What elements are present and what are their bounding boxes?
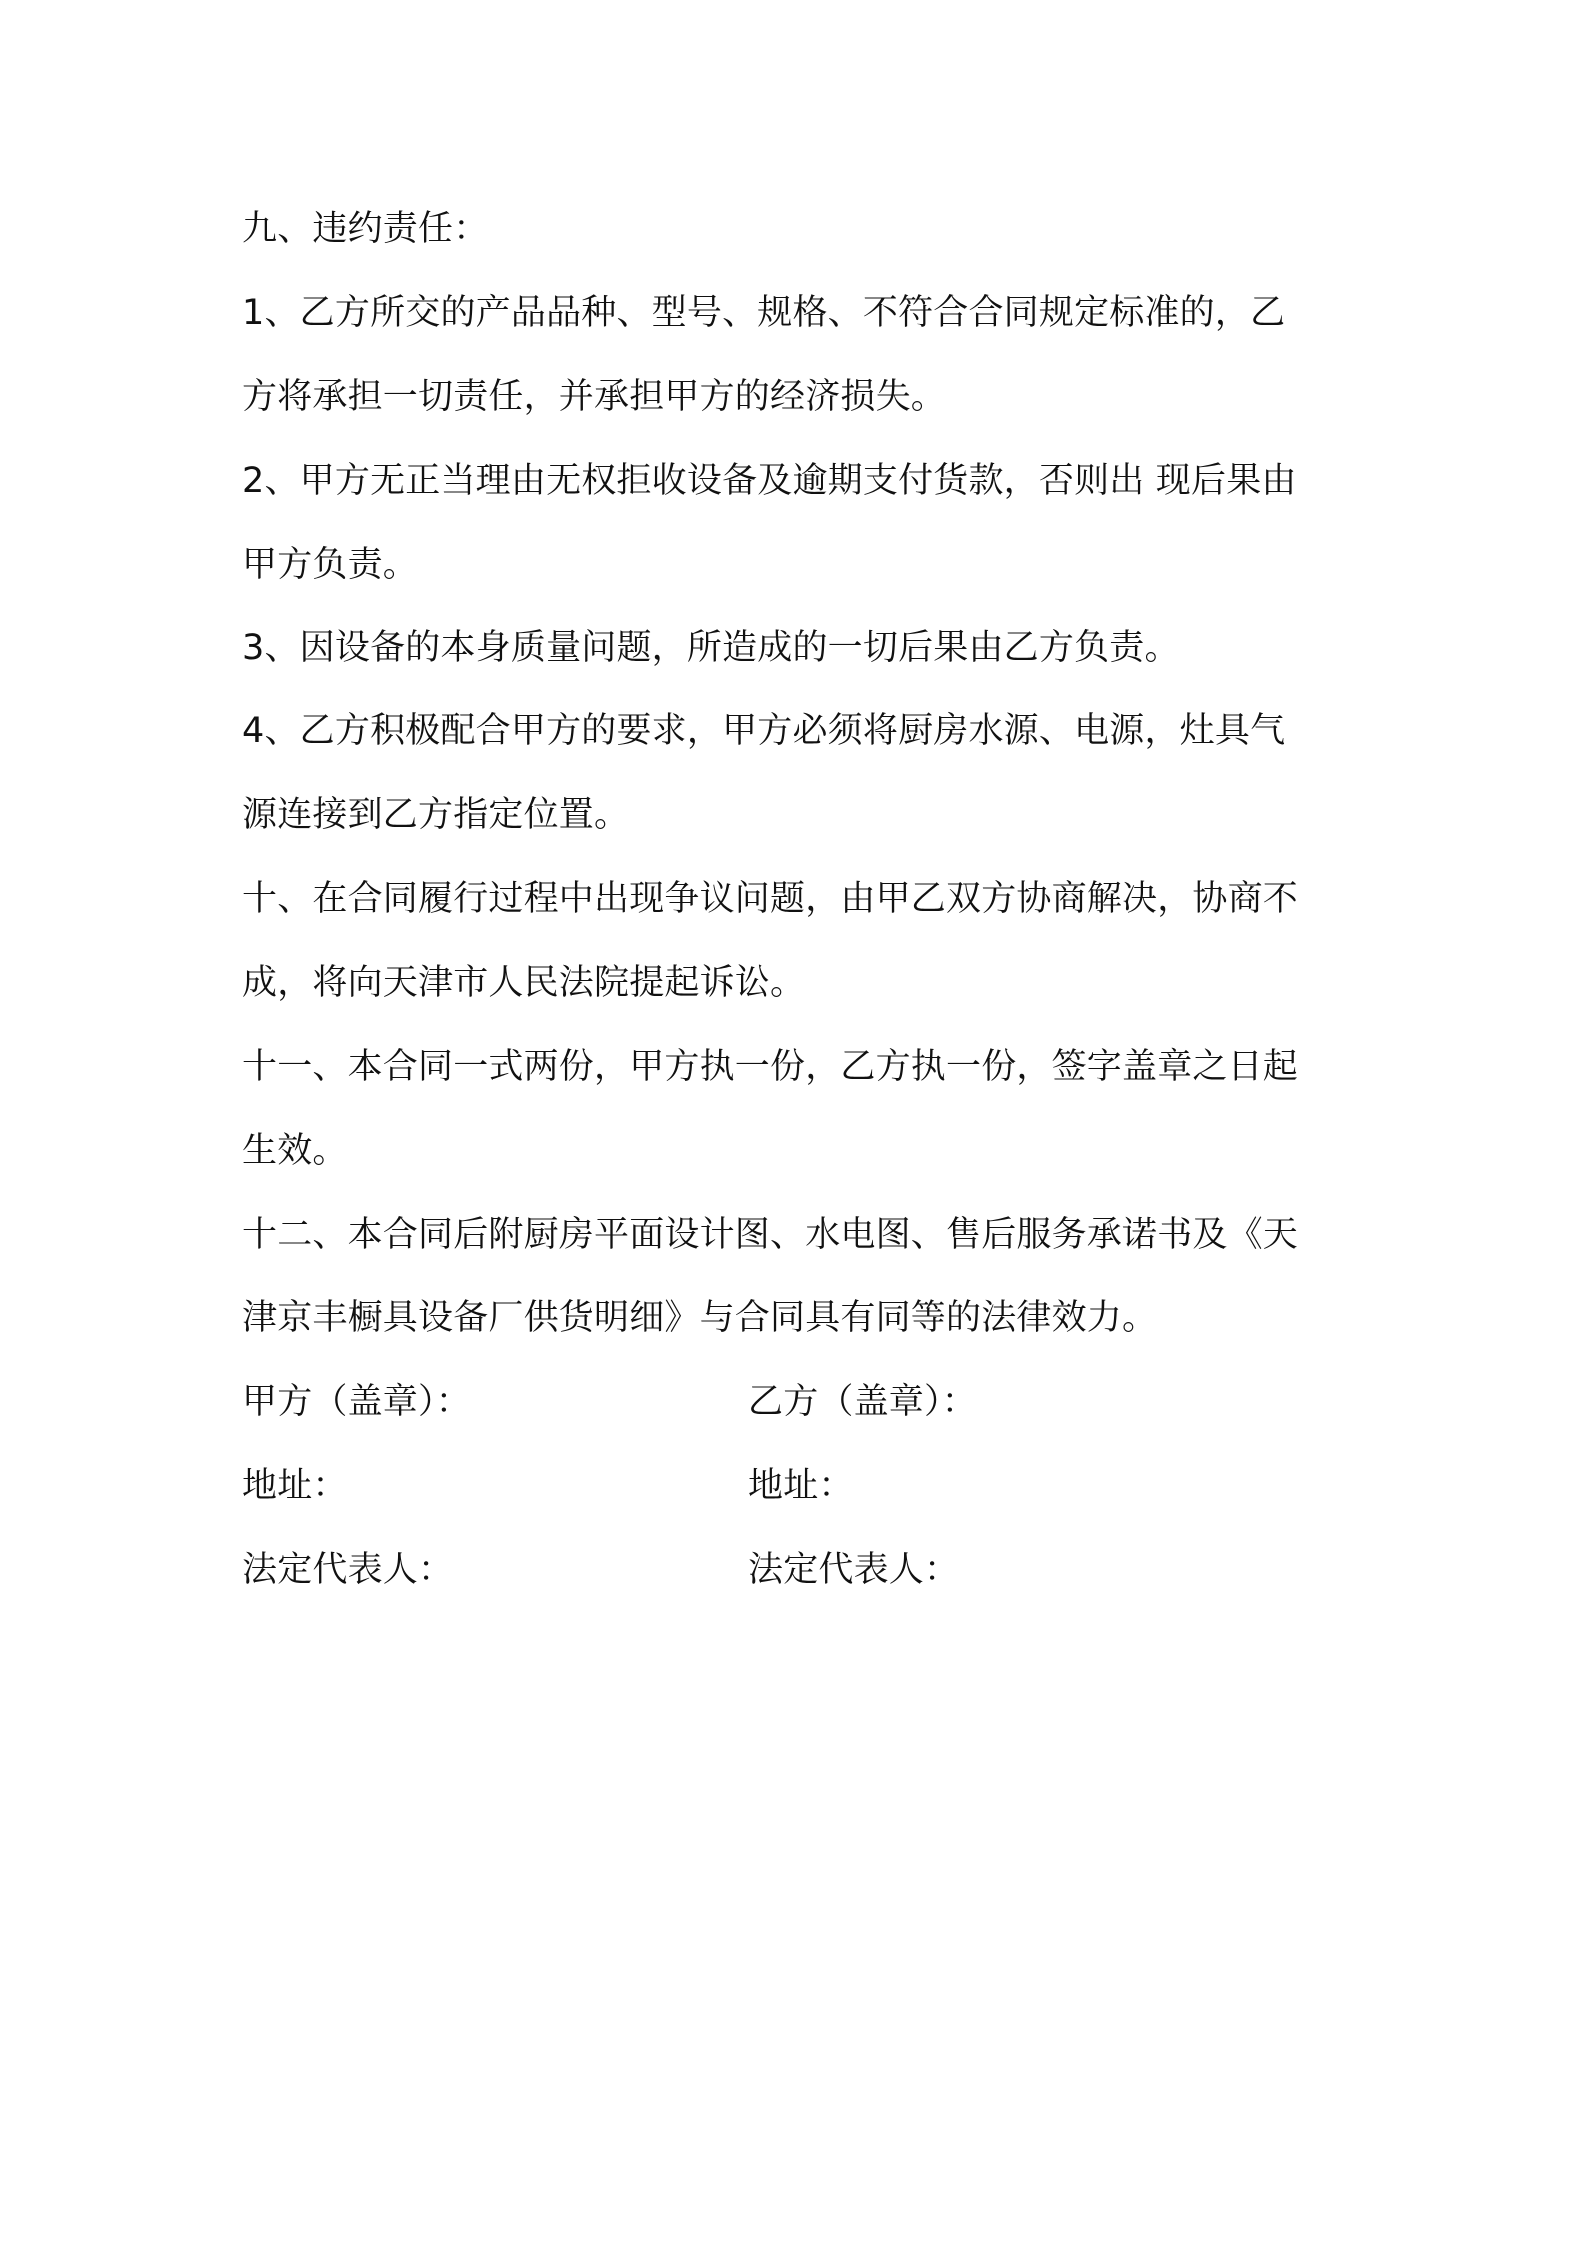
section-9-heading: 九、违约责任： xyxy=(242,209,489,249)
section-11-line-1: 十一、本合同一式两份，甲方执一份，乙方执一份，签字盖章之日起 xyxy=(242,1047,1299,1087)
section-9-item-4-line-1: 4、乙方积极配合甲方的要求，甲方必须将厨房水源、电源，灶具气 xyxy=(242,711,1286,751)
section-9-item-1-line-2: 方将承担一切责任，并承担甲方的经济损失。 xyxy=(242,377,947,417)
party-a-representative-label: 法定代表人： xyxy=(242,1550,454,1590)
section-12-line-1: 十二、本合同后附厨房平面设计图、水电图、售后服务承诺书及《天 xyxy=(242,1215,1299,1255)
section-9-item-2-line-2: 甲方负责。 xyxy=(242,545,419,585)
section-9-item-3-line-1: 3、因设备的本身质量问题，所造成的一切后果由乙方负责。 xyxy=(242,628,1180,668)
party-b-seal-label: 乙方（盖章）： xyxy=(748,1382,977,1422)
section-10-line-1: 十、在合同履行过程中出现争议问题，由甲乙双方协商解决，协商不 xyxy=(242,879,1299,919)
section-9-item-4-line-2: 源连接到乙方指定位置。 xyxy=(242,795,630,835)
party-b-address-label: 地址： xyxy=(748,1466,854,1506)
party-a-seal-label: 甲方（盖章）： xyxy=(242,1382,471,1422)
section-9-item-2-line-1: 2、甲方无正当理由无权拒收设备及逾期支付货款，否则出 现后果由 xyxy=(242,461,1297,501)
section-11-line-2: 生效。 xyxy=(242,1131,348,1171)
section-10-line-2: 成，将向天津市人民法院提起诉讼。 xyxy=(242,963,806,1003)
section-12-line-2: 津京丰橱具设备厂供货明细》与合同具有同等的法律效力。 xyxy=(242,1298,1158,1338)
section-9-item-1-line-1: 1、乙方所交的产品品种、型号、规格、不符合合同规定标准的，乙 xyxy=(242,293,1286,333)
party-b-representative-label: 法定代表人： xyxy=(748,1550,960,1590)
party-a-address-label: 地址： xyxy=(242,1466,348,1506)
